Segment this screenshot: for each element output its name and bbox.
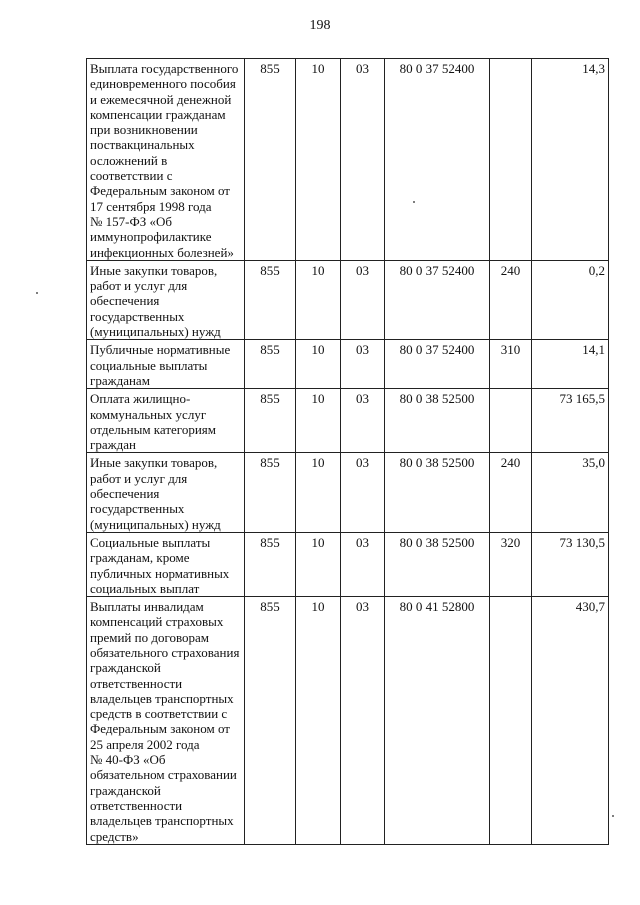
amount: 73 130,5	[532, 532, 609, 596]
section-code: 10	[296, 340, 341, 389]
target-article-code: 80 0 38 52500	[385, 389, 490, 453]
section-code: 10	[296, 532, 341, 596]
ministry-code: 855	[245, 340, 296, 389]
ministry-code: 855	[245, 389, 296, 453]
table-row	[87, 453, 609, 532]
row-name: Социальные выплаты гражданам, кроме публичных нормативных социальных выплат	[87, 532, 245, 596]
ministry-code: 855	[245, 260, 296, 339]
section-code: 10	[296, 59, 341, 261]
table-row	[87, 59, 609, 261]
target-article-code: 80 0 38 52500	[385, 453, 490, 532]
expense-type-code	[490, 59, 532, 261]
target-article-code: 80 0 41 52800	[385, 597, 490, 845]
amount: 73 165,5	[532, 389, 609, 453]
subsection-code: 03	[341, 532, 385, 596]
table-row	[87, 597, 609, 845]
subsection-code: 03	[341, 260, 385, 339]
section-code: 10	[296, 597, 341, 845]
subsection-code: 03	[341, 389, 385, 453]
section-code: 10	[296, 453, 341, 532]
ministry-code: 855	[245, 532, 296, 596]
row-name: Оплата жилищно- коммунальных услуг отдельным категориям граждан	[87, 389, 245, 453]
target-article-code: 80 0 37 52400	[385, 260, 490, 339]
target-article-code: 80 0 38 52500	[385, 532, 490, 596]
section-code: 10	[296, 389, 341, 453]
expense-type-code	[490, 597, 532, 845]
row-name: Иные закупки товаров, работ и услуг для обеспечения государственных (муниципальных) нужд	[87, 260, 245, 339]
table-row	[87, 389, 609, 453]
page-number: 198	[309, 18, 331, 33]
row-name: Выплаты инвалидам компенсаций страховых премий по договорам обязательного страхования гражданской ответственности владельцев транспортных средств в соответствии с Федеральным законом от 25 апреля 2002 года № 40-ФЗ «Об обязательном страховании гражданской ответственности владельцев транспортных средств»	[87, 597, 245, 845]
row-name: Публичные нормативные социальные выплаты гражданам	[87, 340, 245, 389]
subsection-code: 03	[341, 340, 385, 389]
target-article-code: 80 0 37 52400	[385, 340, 490, 389]
amount: 14,1	[532, 340, 609, 389]
target-article-code: 80 0 37 52400	[385, 59, 490, 261]
row-name: Выплата государственного единовременного пособия и ежемесячной денежной компенсации гражданам при возникновении поствакцинальных осложнений в соответствии с Федеральным законом от 17 сентября 1998 года № 157-ФЗ «Об иммунопрофилактике инфекционных болезней»	[87, 59, 245, 261]
row-name: Иные закупки товаров, работ и услуг для обеспечения государственных (муниципальных) нужд	[87, 453, 245, 532]
amount: 0,2	[532, 260, 609, 339]
expense-type-code: 240	[490, 260, 532, 339]
scan-speck	[612, 815, 614, 817]
ministry-code: 855	[245, 453, 296, 532]
table-row	[87, 340, 609, 389]
expense-type-code: 320	[490, 532, 532, 596]
amount: 430,7	[532, 597, 609, 845]
subsection-code: 03	[341, 59, 385, 261]
table-row	[87, 532, 609, 596]
section-code: 10	[296, 260, 341, 339]
table-row	[87, 260, 609, 339]
subsection-code: 03	[341, 453, 385, 532]
scan-speck	[36, 292, 38, 294]
ministry-code: 855	[245, 597, 296, 845]
amount: 35,0	[532, 453, 609, 532]
expense-type-code	[490, 389, 532, 453]
budget-table	[86, 58, 609, 845]
expense-type-code: 310	[490, 340, 532, 389]
ministry-code: 855	[245, 59, 296, 261]
amount: 14,3	[532, 59, 609, 261]
expense-type-code: 240	[490, 453, 532, 532]
subsection-code: 03	[341, 597, 385, 845]
scan-speck	[413, 201, 415, 203]
